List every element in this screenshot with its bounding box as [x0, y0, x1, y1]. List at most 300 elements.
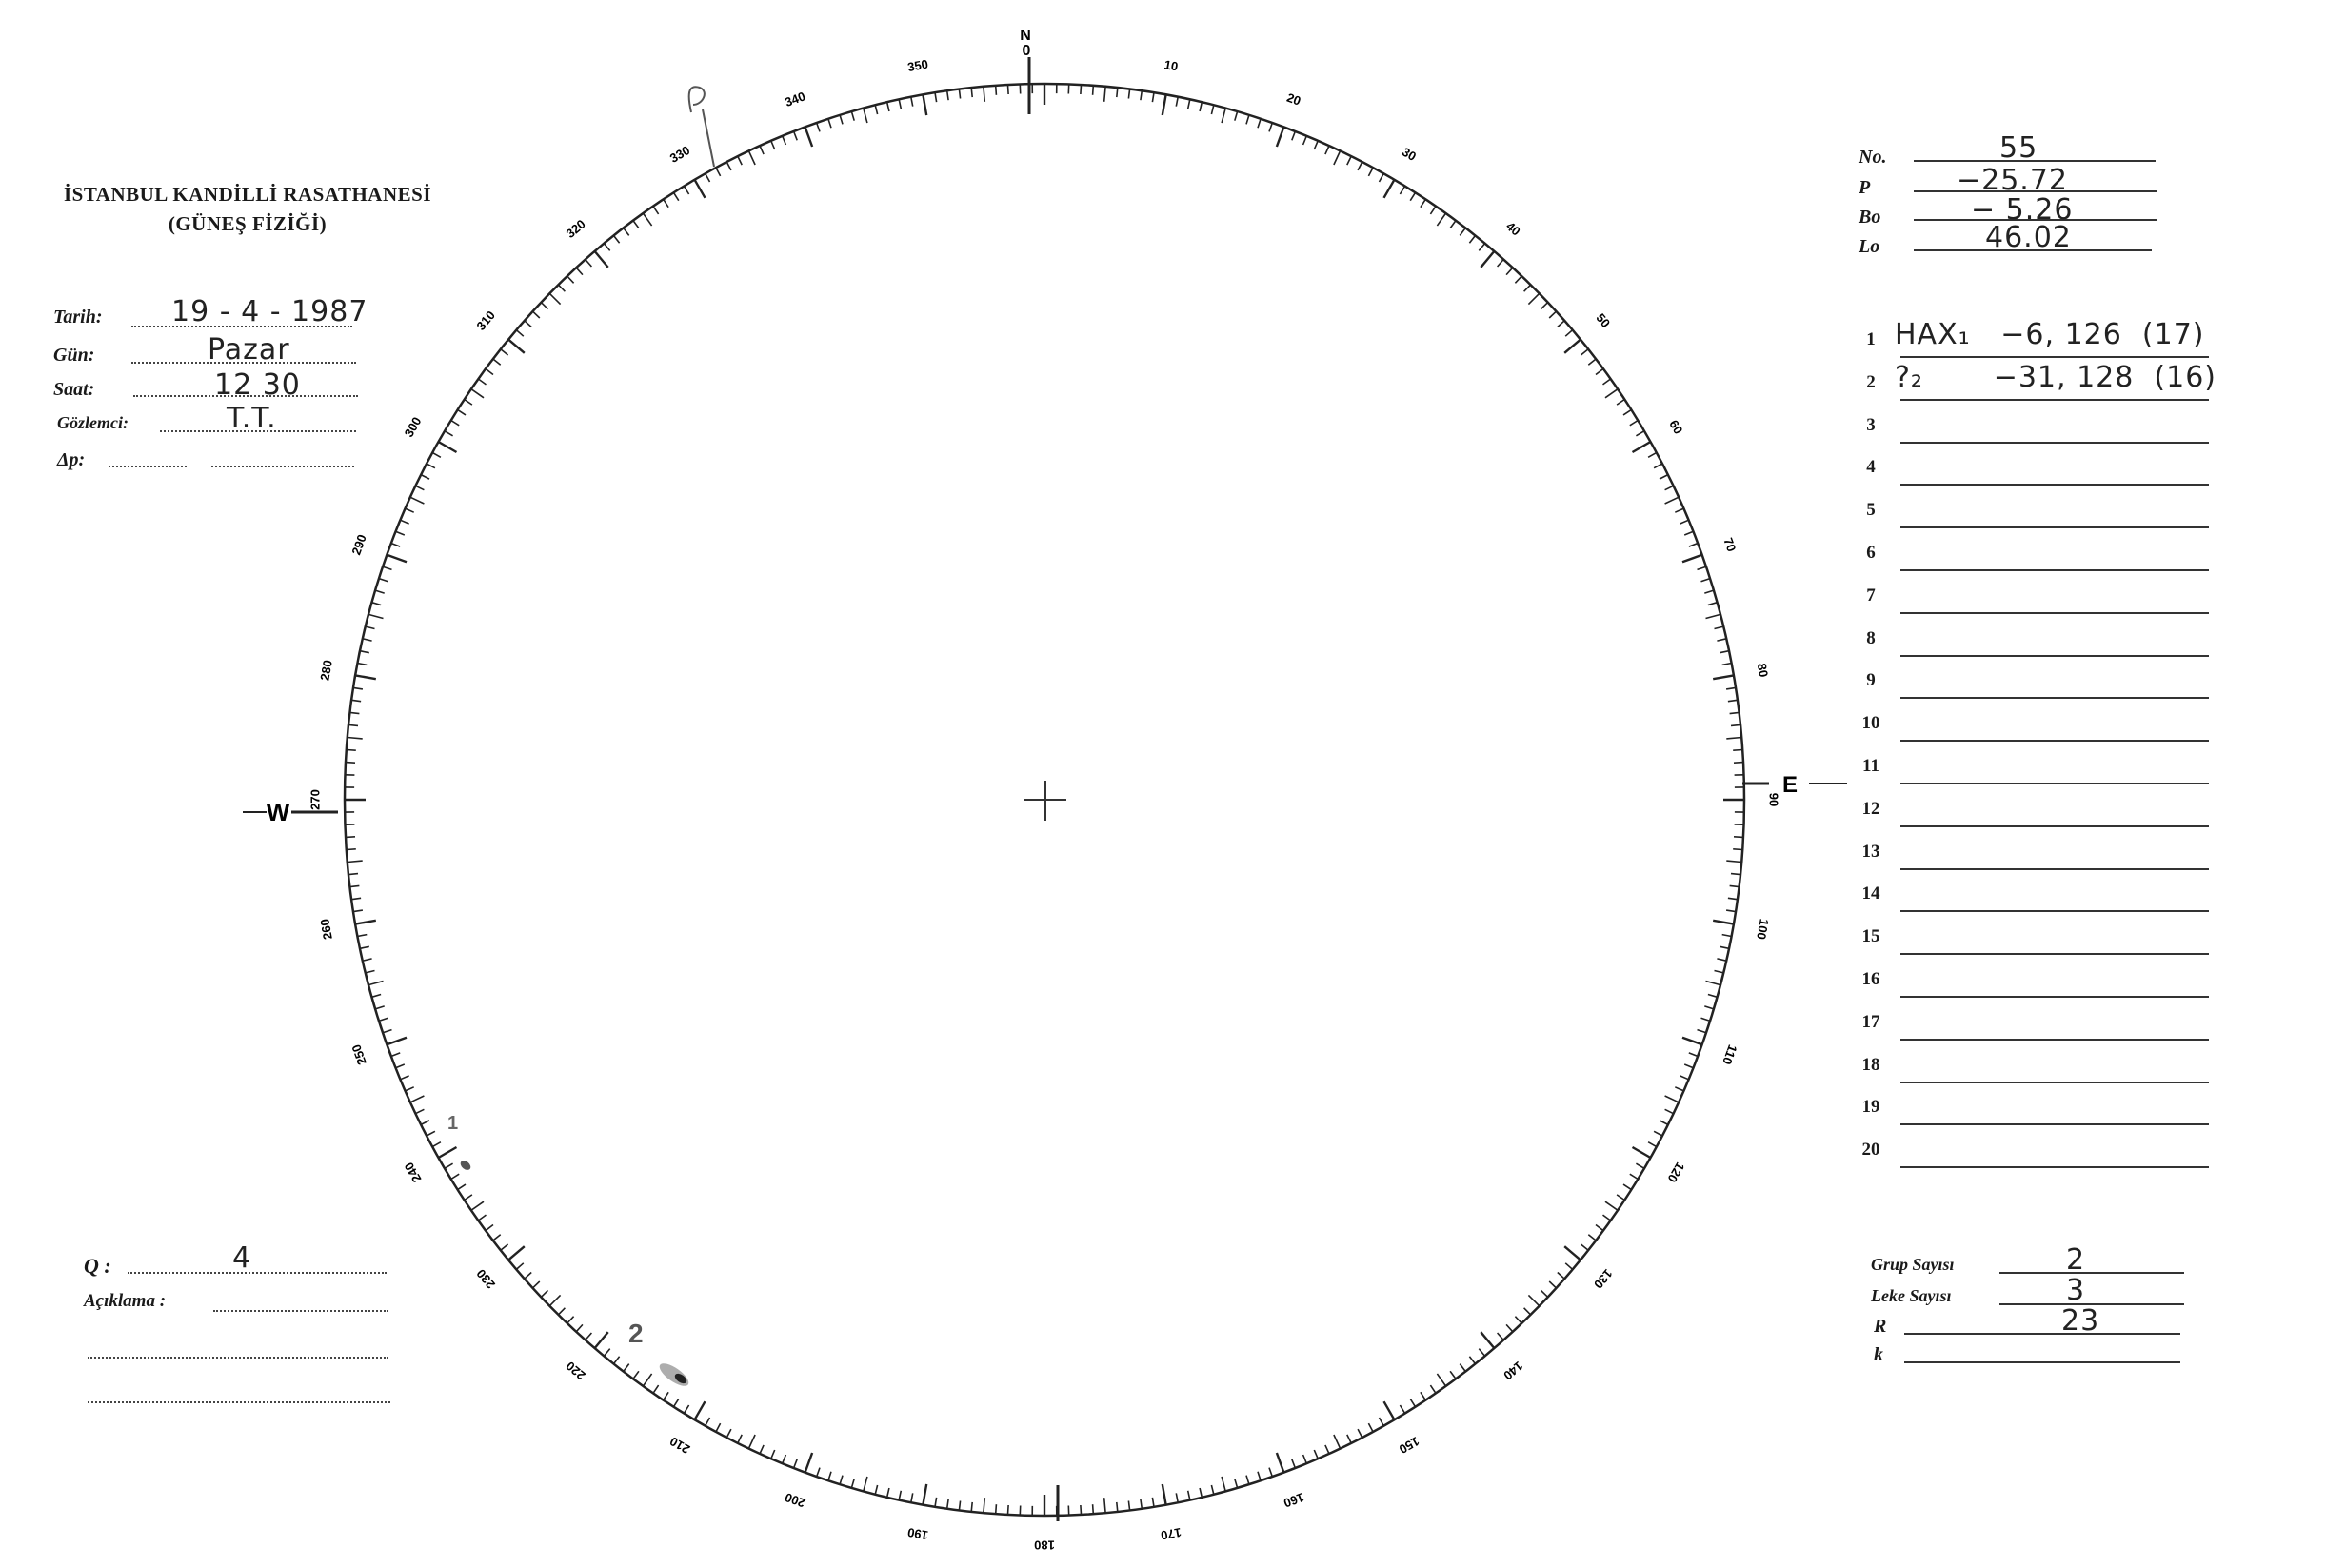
degree-label: 240 [401, 1160, 425, 1185]
degree-tick [1660, 475, 1668, 480]
degree-tick [864, 1477, 867, 1492]
degree-tick [372, 995, 382, 998]
degree-tick [366, 971, 375, 973]
degree-tick [1269, 1468, 1272, 1477]
degree-tick [1008, 85, 1009, 94]
degree-tick [1450, 1371, 1456, 1379]
degree-tick [1384, 180, 1395, 198]
degree-label: 180 [1034, 1538, 1055, 1553]
degree-tick [1141, 1499, 1142, 1509]
degree-tick [1682, 1038, 1702, 1045]
degree-tick [1152, 1498, 1154, 1507]
degree-tick [1689, 544, 1698, 547]
degree-tick [1581, 349, 1588, 355]
degree-tick [1720, 651, 1729, 653]
degree-tick [516, 330, 524, 337]
degree-tick [817, 123, 820, 131]
degree-tick [1081, 1505, 1082, 1515]
degree-label: 200 [783, 1490, 807, 1511]
degree-tick [664, 199, 668, 207]
degree-tick [347, 750, 356, 751]
r-value: 23 [2061, 1304, 2100, 1338]
degree-tick [1722, 935, 1732, 937]
degree-tick [1728, 700, 1738, 701]
degree-tick [383, 566, 392, 569]
degree-tick [1708, 995, 1718, 998]
degree-tick [1152, 92, 1154, 102]
department-name: (GÜNEŞ FİZİĞİ) [168, 212, 328, 235]
degree-tick [1469, 235, 1475, 243]
degree-tick [353, 910, 363, 912]
degree-tick [400, 520, 408, 524]
degree-tick [1733, 750, 1742, 751]
degree-tick [1515, 1317, 1521, 1323]
degree-tick [1581, 1244, 1588, 1250]
degree-tick [1437, 1374, 1445, 1386]
degree-tick [451, 421, 460, 426]
degree-tick [1717, 959, 1726, 961]
degree-tick [1314, 1450, 1318, 1459]
degree-tick [923, 94, 926, 115]
degree-tick [716, 168, 721, 176]
degree-tick [567, 276, 574, 283]
degree-tick [996, 86, 997, 95]
degree-tick [387, 1038, 407, 1045]
degree-tick [935, 92, 937, 102]
degree-tick [348, 861, 363, 862]
degree-tick [1368, 1423, 1373, 1432]
degree-tick [911, 1493, 913, 1502]
no-value: 55 [1999, 131, 2038, 165]
degree-tick [1682, 555, 1702, 563]
degree-tick [465, 400, 472, 406]
degree-tick [375, 590, 385, 593]
degree-tick [1698, 566, 1707, 569]
degree-tick [1734, 763, 1743, 764]
degree-tick [1713, 675, 1734, 679]
degree-tick [525, 1273, 531, 1280]
degree-tick [1524, 285, 1531, 291]
degree-tick [586, 260, 592, 268]
group-row-number: 6 [1866, 543, 1876, 563]
degree-tick [1654, 464, 1662, 468]
degree-tick [348, 738, 363, 739]
group-row-number: 7 [1866, 585, 1876, 605]
degree-tick [633, 1371, 639, 1379]
degree-tick [716, 1423, 721, 1432]
degree-label: 80 [1754, 662, 1772, 679]
degree-tick [1410, 1399, 1415, 1406]
degree-tick [1347, 156, 1351, 165]
degree-label: 170 [1159, 1524, 1183, 1543]
degree-tick [1726, 738, 1741, 739]
degree-tick [1163, 1484, 1166, 1505]
degree-tick [1430, 207, 1436, 214]
degree-label: 290 [348, 532, 369, 557]
degree-tick [1081, 85, 1082, 94]
degree-tick [1726, 687, 1736, 689]
degree-tick [379, 1018, 388, 1021]
degree-tick [1258, 119, 1261, 129]
degree-tick [567, 1317, 574, 1323]
degree-tick [674, 1399, 679, 1406]
degree-tick [387, 555, 407, 563]
degree-tick [738, 156, 742, 165]
degree-tick [1730, 712, 1740, 713]
degree-tick [427, 464, 435, 468]
degree-tick [1008, 1505, 1009, 1515]
degree-tick [383, 1030, 392, 1033]
degree-tick [421, 475, 429, 480]
degree-tick [604, 1349, 609, 1357]
degree-tick [1481, 251, 1494, 268]
group-row-number: 17 [1861, 1011, 1880, 1032]
group-row-number: 10 [1861, 713, 1880, 734]
degree-tick [558, 1308, 565, 1315]
degree-tick [465, 1195, 472, 1201]
day-label: Gün: [53, 345, 95, 366]
degree-tick [1410, 192, 1415, 200]
degree-tick [1549, 1281, 1556, 1288]
degree-tick [959, 1501, 960, 1511]
degree-tick [1460, 228, 1465, 235]
group-row-number: 1 [1866, 329, 1876, 349]
degree-tick [1481, 1332, 1494, 1348]
degree-tick [1104, 1498, 1105, 1513]
degree-tick [695, 1401, 706, 1419]
degree-tick [1726, 910, 1736, 912]
date-label: Tarih: [53, 307, 103, 327]
degree-tick [1541, 1290, 1548, 1297]
degree-tick [471, 1201, 484, 1210]
degree-tick [493, 359, 501, 365]
degree-tick [1701, 1018, 1711, 1021]
degree-tick [1380, 173, 1384, 182]
degree-tick [1684, 1064, 1693, 1068]
degree-tick [828, 119, 831, 129]
degree-tick [360, 651, 369, 653]
degree-tick [586, 1333, 592, 1340]
degree-tick [1303, 136, 1307, 145]
degree-label: 40 [1503, 218, 1523, 239]
degree-tick [348, 724, 358, 725]
degree-tick [1541, 303, 1548, 309]
degree-tick [368, 982, 384, 985]
degree-tick [1715, 971, 1724, 973]
north-zero: 0 [1022, 43, 1031, 59]
degree-tick [1506, 1324, 1513, 1331]
degree-label: 10 [1163, 57, 1180, 74]
degree-tick [350, 885, 360, 886]
degree-tick [348, 874, 358, 875]
degree-tick [684, 1405, 688, 1414]
degree-label: 160 [1282, 1490, 1306, 1511]
degree-tick [549, 293, 560, 304]
degree-tick [1633, 1147, 1651, 1158]
degree-label: 190 [906, 1524, 930, 1543]
degree-tick [1713, 921, 1734, 924]
degree-tick [1528, 1295, 1539, 1305]
degree-tick [1630, 421, 1639, 426]
degree-tick [887, 1488, 889, 1498]
degree-tick [1128, 89, 1129, 99]
degree-tick [1200, 1488, 1202, 1498]
degree-tick [1636, 431, 1644, 436]
degree-label: 350 [906, 56, 930, 75]
degree-tick [633, 221, 639, 228]
degree-tick [558, 285, 565, 291]
time-label: Saat: [53, 379, 95, 400]
group-row-number: 12 [1861, 798, 1880, 819]
degree-tick [1633, 442, 1651, 452]
degree-tick [1654, 1131, 1662, 1136]
degree-label: 340 [783, 89, 807, 109]
degree-label: 70 [1720, 535, 1740, 554]
degree-tick [501, 1244, 508, 1250]
degree-tick [1596, 1225, 1603, 1231]
degree-label: 130 [1591, 1266, 1616, 1292]
degree-label: 220 [563, 1359, 588, 1383]
degree-tick [805, 1453, 813, 1473]
degree-tick [1648, 452, 1657, 457]
degree-tick [923, 1484, 926, 1505]
degree-tick [653, 207, 659, 214]
degree-tick [1358, 1429, 1362, 1438]
degree-tick [864, 109, 867, 124]
q-value: 4 [232, 1241, 252, 1275]
group-row-number: 3 [1866, 414, 1876, 435]
degree-tick [726, 1429, 731, 1438]
degree-tick [1292, 131, 1296, 140]
degree-tick [1665, 497, 1680, 504]
degree-tick [1558, 1273, 1564, 1280]
degree-label: 280 [317, 659, 335, 683]
degree-tick [346, 763, 355, 764]
degree-tick [1708, 603, 1718, 605]
degree-tick [1093, 1504, 1094, 1514]
center-crosshair [1024, 781, 1066, 821]
degree-tick [1698, 1030, 1707, 1033]
r-label: R [1874, 1316, 1887, 1337]
degree-tick [458, 1184, 466, 1190]
degree-tick [695, 180, 706, 198]
degree-tick [1479, 1349, 1484, 1357]
degree-tick [1235, 111, 1238, 121]
degree-tick [1564, 340, 1581, 353]
degree-tick [415, 1109, 424, 1113]
degree-label: 210 [666, 1434, 693, 1458]
degree-tick [358, 664, 368, 665]
degree-tick [549, 1295, 560, 1305]
group-row-number: 20 [1861, 1140, 1880, 1161]
degree-tick [1605, 1201, 1618, 1210]
degree-tick [1384, 1401, 1395, 1419]
degree-tick [783, 1455, 786, 1463]
degree-tick [406, 508, 414, 512]
degree-tick [458, 409, 466, 415]
p-label: P [1859, 177, 1871, 198]
degree-tick [875, 105, 877, 114]
degree-tick [1630, 1174, 1639, 1179]
degree-tick [1334, 151, 1341, 166]
degree-tick [1617, 400, 1624, 406]
degree-tick [415, 486, 424, 489]
degree-tick [1588, 359, 1596, 365]
degree-label: 20 [1284, 89, 1303, 109]
degree-tick [971, 1502, 972, 1512]
degree-tick [1734, 837, 1743, 838]
degree-tick [1437, 213, 1445, 226]
degree-tick [363, 959, 372, 961]
group-count-value: 2 [2066, 1243, 2086, 1277]
degree-tick [1564, 1246, 1581, 1260]
degree-tick [1117, 88, 1118, 97]
degree-tick [1605, 389, 1618, 398]
degree-tick [1211, 105, 1213, 114]
degree-tick [1722, 664, 1732, 665]
degree-tick [533, 311, 540, 318]
date-value: 19 - 4 - 1987 [171, 295, 368, 328]
degree-label: 230 [473, 1266, 498, 1292]
degree-tick [1104, 87, 1105, 102]
degree-tick [664, 1392, 668, 1399]
degree-tick [947, 1499, 948, 1509]
degree-tick [410, 1096, 425, 1102]
degree-label: 260 [317, 917, 335, 941]
degree-tick [1701, 579, 1711, 582]
degree-tick [1549, 311, 1556, 318]
degree-tick [1163, 94, 1166, 115]
degree-tick [478, 379, 486, 385]
degree-tick [684, 186, 688, 194]
group-row-number: 2 [1866, 371, 1876, 392]
degree-tick [396, 531, 405, 535]
degree-tick [1731, 874, 1740, 875]
degree-tick [1277, 127, 1284, 147]
degree-label: 90 [1766, 792, 1781, 807]
degree-tick [1660, 1121, 1668, 1125]
degree-tick [1588, 1235, 1596, 1241]
degree-tick [1728, 898, 1738, 899]
degree-tick [508, 340, 525, 353]
group-row-number: 9 [1866, 670, 1876, 691]
degree-label: 300 [401, 414, 425, 440]
degree-tick [355, 675, 376, 679]
degree-label: 30 [1400, 144, 1420, 164]
bo-value: − 5.26 [1971, 193, 2074, 227]
degree-tick [1093, 86, 1094, 95]
degree-tick [817, 1468, 820, 1477]
delta-p-label: Δp: [57, 449, 86, 470]
degree-tick [1603, 379, 1611, 385]
spot-label-2: 2 [628, 1319, 644, 1348]
degree-tick [1292, 1459, 1296, 1468]
degree-tick [1460, 1364, 1465, 1372]
observer-value: T.T. [227, 402, 277, 435]
no-label: No. [1859, 147, 1887, 168]
degree-tick [1623, 409, 1631, 415]
degree-tick [451, 1174, 460, 1179]
degree-tick [760, 1445, 764, 1454]
degree-tick [935, 1498, 937, 1507]
degree-tick [1222, 1477, 1225, 1492]
degree-tick [1277, 1453, 1284, 1473]
group-row-number: 4 [1866, 457, 1876, 478]
degree-tick [1565, 330, 1573, 337]
degree-tick [1680, 520, 1688, 524]
degree-tick [1211, 1485, 1213, 1495]
degree-tick [353, 687, 363, 689]
degree-tick [576, 1324, 583, 1331]
degree-tick [478, 1215, 486, 1221]
west-marker [243, 798, 338, 826]
degree-tick [360, 946, 369, 948]
degree-tick [1706, 982, 1721, 985]
degree-tick [363, 639, 372, 641]
degree-label: 330 [666, 142, 693, 166]
spot-label-1: 1 [447, 1113, 459, 1134]
degree-tick [439, 1147, 457, 1158]
degree-tick [351, 898, 361, 899]
east-label: E [1781, 772, 1799, 798]
north-marker [1020, 28, 1031, 114]
degree-tick [1314, 141, 1318, 149]
degree-tick [674, 192, 679, 200]
degree-tick [1515, 276, 1521, 283]
degree-tick [445, 431, 453, 436]
degree-tick [1675, 1087, 1683, 1091]
degree-tick [828, 1472, 831, 1481]
degree-tick [614, 235, 620, 243]
east-marker [1742, 772, 1847, 798]
degree-tick [410, 497, 425, 504]
degree-tick [406, 1087, 414, 1091]
degree-tick [1730, 885, 1740, 886]
degree-tick [805, 127, 813, 147]
sunspot-group-2 [628, 1319, 692, 1390]
degree-tick [1733, 849, 1742, 850]
degree-tick [1498, 1333, 1504, 1340]
degree-tick [1358, 162, 1362, 170]
degree-tick [1636, 1163, 1644, 1168]
degree-tick [1368, 168, 1373, 176]
degree-tick [1498, 260, 1504, 268]
degree-tick [508, 1246, 525, 1260]
degree-tick [516, 1263, 524, 1270]
degree-tick [1421, 199, 1425, 207]
degree-tick [358, 935, 368, 937]
degree-tick [375, 1006, 385, 1009]
group-row-number: 16 [1861, 969, 1880, 989]
degree-tick [1469, 1357, 1475, 1364]
degree-tick [1222, 109, 1225, 124]
group-row-number: 5 [1866, 500, 1876, 521]
degree-tick [533, 1281, 540, 1288]
observer-label: Gözlemci: [57, 413, 129, 432]
degree-tick [1258, 1472, 1261, 1481]
degree-tick [1675, 508, 1683, 512]
degree-tick [347, 849, 356, 850]
group-row-number: 18 [1861, 1054, 1880, 1075]
degree-tick [726, 162, 731, 170]
degree-tick [471, 389, 484, 398]
north-label: N [1020, 28, 1031, 44]
group-row-entry: ?₂ −31, 128 (16) [1895, 360, 2217, 394]
degree-tick [1380, 1418, 1384, 1426]
group-row-number: 15 [1861, 926, 1880, 947]
degree-tick [1665, 1096, 1680, 1102]
degree-tick [421, 1121, 429, 1125]
